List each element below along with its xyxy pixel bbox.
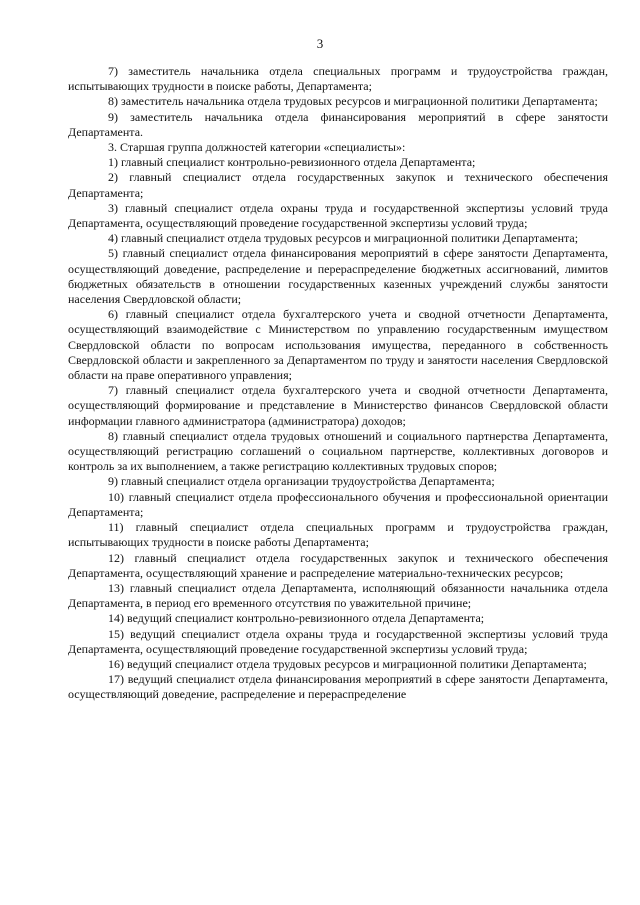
section-heading: 3. Старшая группа должностей категории «специалисты»: [108, 140, 406, 155]
paragraph: 5) главный специалист отдела финансирования мероприятий в сфере занятости Департамента, осуществляющий доведение, распределение и перераспределение бюджетных ассигнований, лимитов бюджетных обязательств в отношении государственных казенных учреждений службы занятости населения Свердловской области; [68, 246, 608, 307]
paragraph: 16) ведущий специалист отдела трудовых ресурсов и миграционной политики Департамента; [108, 656, 587, 671]
page-number: 3 [316, 36, 324, 51]
paragraph: 9) главный специалист отдела организации трудоустройства Департамента; [108, 474, 495, 489]
paragraph: 8) главный специалист отдела трудовых отношений и социального партнерства Департамента, осуществляющий регистрацию соглашений о социальном партнерстве, коллективных договоров и контроль за их выполнением, а также регистрацию коллективных трудовых споров; [68, 428, 608, 474]
paragraph: 10) главный специалист отдела профессионального обучения и профессиональной ориентации Департамента; [68, 489, 608, 519]
paragraph: 2) главный специалист отдела государственных закупок и технического обеспечения Департамента; [68, 170, 608, 200]
paragraph: 12) главный специалист отдела государственных закупок и технического обеспечения Департамента, осуществляющий хранение и распределение материально-технических ресурсов; [68, 550, 608, 580]
paragraph: 15) ведущий специалист отдела охраны труда и государственной экспертизы условий труда Департамента, осуществляющий проведение государственной экспертизы условий труда; [68, 626, 608, 656]
paragraph: 7) заместитель начальника отдела специальных программ и трудоустройства граждан, испытывающих трудности в поиске работы, Департамента; [68, 64, 608, 94]
paragraph: 17) ведущий специалист отдела финансирования мероприятий в сфере занятости Департамента, осуществляющий доведение, распределение и перераспределение [68, 672, 608, 702]
document-body [68, 64, 608, 703]
paragraph: 8) заместитель начальника отдела трудовых ресурсов и миграционной политики Департамента; [108, 94, 598, 109]
paragraph: 9) заместитель начальника отдела финансирования мероприятий в сфере занятости Департамента. [68, 109, 608, 139]
paragraph: 3) главный специалист отдела охраны труда и государственной экспертизы условий труда Департамента, осуществляющий проведение государственной экспертизы условий труда; [68, 200, 608, 231]
paragraph: 14) ведущий специалист контрольно-ревизионного отдела Департамента; [108, 611, 485, 626]
paragraph: 4) главный специалист отдела трудовых ресурсов и миграционной политики Департамента; [108, 231, 579, 246]
paragraph: 1) главный специалист контрольно-ревизионного отдела Департамента; [108, 155, 476, 170]
paragraph: 11) главный специалист отдела специальных программ и трудоустройства граждан, испытывающих трудности в поиске работы Департамента; [68, 520, 608, 550]
paragraph: 7) главный специалист отдела бухгалтерского учета и сводной отчетности Департамента, осуществляющий формирование и представление в Министерство финансов Свердловской области информации главного администратора (администратора) доходов; [68, 383, 608, 428]
paragraph: 6) главный специалист отдела бухгалтерского учета и сводной отчетности Департамента, осуществляющий взаимодействие с Министерством по управлению государственным имуществом Свердловской области по вопросам использования имущества, переданного в собственность Свердловской области и закрепленного за Департаментом по труду и занятости населения Свердловской области на праве оперативного управления; [68, 307, 608, 383]
paragraph: 13) главный специалист отдела Департамента, исполняющий обязанности начальника отдела Департамента, в период его временного отсутствия по уважительной причине; [68, 580, 608, 611]
